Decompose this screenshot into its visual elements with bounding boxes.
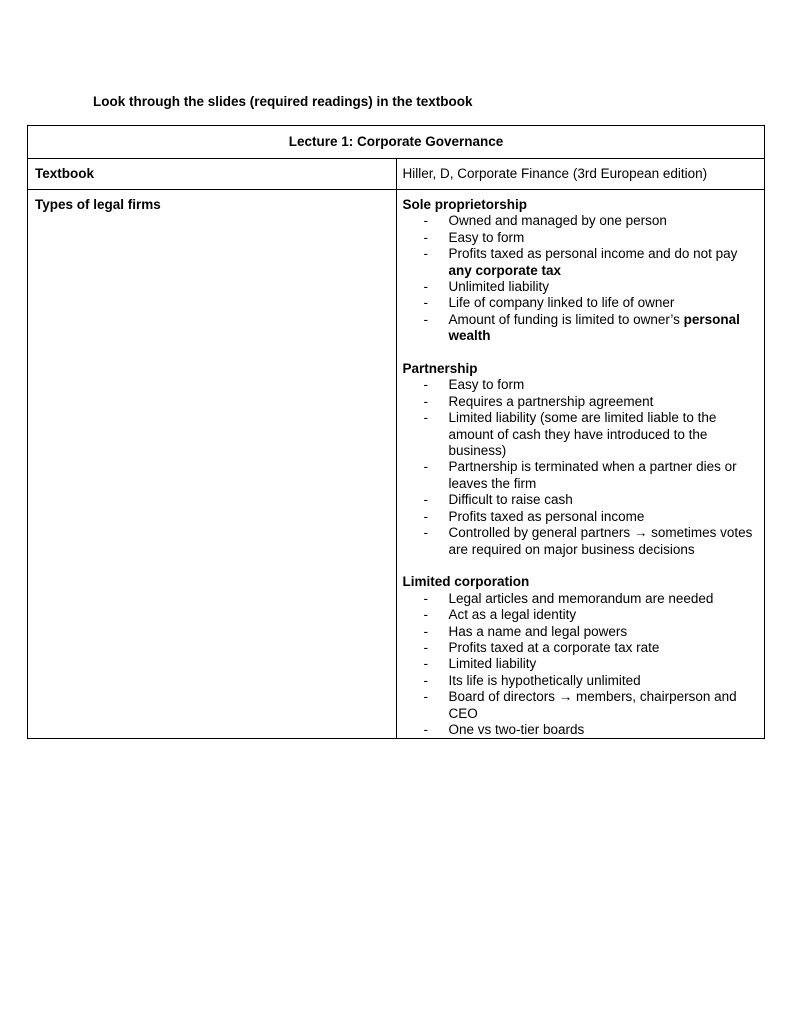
list-item [403,492,765,508]
list-item-text: Life of company linked to life of owner [448,295,675,311]
dash-bullet-icon: - [423,508,428,524]
dash-bullet-icon: - [423,590,428,606]
firm-types-sections [403,197,765,738]
dash-bullet-icon: - [423,639,428,655]
list-item [403,230,765,246]
list-item [403,377,765,393]
list-item [403,246,765,279]
table-title: Lecture 1: Corporate Governance [28,126,765,159]
list-item-text: Amount of funding is limited to owner’s [448,311,684,327]
dash-bullet-icon: - [423,213,428,229]
dash-bullet-icon: - [423,525,428,541]
list-item [403,722,765,738]
list-item-text: Its life is hypothetically unlimited [448,672,641,688]
bullet-list [403,377,765,557]
types-label: Types of legal firms [35,197,161,212]
textbook-label-cell [28,159,397,190]
list-item-text: Has a name and legal powers [448,623,628,639]
firm-type-section [403,574,765,738]
types-label-cell [28,190,397,739]
list-item-text: Controlled by general partners → sometimes votes are required on major business decisions [448,525,753,557]
section-heading: Sole proprietorship [402,197,528,212]
table-row-types [28,190,765,739]
list-item-text: Profits taxed as personal income [448,508,645,524]
dash-bullet-icon: - [423,295,428,311]
list-item [403,525,765,558]
list-item [403,607,765,623]
list-item-text: Limited liability (some are limited liable to the amount of cash they have introduced to the business) [448,410,717,459]
dash-bullet-icon: - [423,393,428,409]
bullet-list [403,591,765,739]
dash-bullet-icon: - [423,311,428,327]
list-item [403,509,765,525]
list-item-text: One vs two-tier boards [448,721,585,737]
list-item-emphasis: any corporate tax [448,262,562,278]
list-item [403,312,765,345]
list-item-emphasis: personal wealth [448,311,740,344]
section-heading: Limited corporation [402,574,530,590]
list-item [403,394,765,410]
dash-bullet-icon: - [423,656,428,672]
list-item [403,279,765,295]
list-item-text: Easy to form [448,377,525,393]
list-item-text: Easy to form [448,229,525,245]
list-item-text: Act as a legal identity [448,607,577,623]
list-item [403,673,765,689]
dash-bullet-icon: - [423,623,428,639]
list-item [403,213,765,229]
list-item [403,689,765,722]
dash-bullet-icon: - [423,246,428,262]
list-item [403,591,765,607]
list-item-text: Limited liability [448,656,537,672]
dash-bullet-icon: - [423,689,428,705]
list-item-text: Legal articles and memorandum are needed [448,590,714,606]
list-item [403,624,765,640]
list-item-text: Partnership is terminated when a partner dies or leaves the firm [448,459,737,491]
dash-bullet-icon: - [423,377,428,393]
list-item-text: Profits taxed at a corporate tax rate [448,639,660,655]
list-item [403,410,765,459]
list-item-text: Owned and managed by one person [448,213,667,229]
textbook-value: Hiller, D, Corporate Finance (3rd European edition) [402,166,708,181]
table-title-row [28,126,765,159]
list-item [403,640,765,656]
list-item-text: Unlimited liability [448,279,550,295]
dash-bullet-icon: - [423,721,428,737]
dash-bullet-icon: - [423,459,428,475]
list-item [403,459,765,492]
dash-bullet-icon: - [423,672,428,688]
section-heading: Partnership [402,361,478,377]
textbook-value-cell [396,159,765,190]
dash-bullet-icon: - [423,410,428,426]
firm-type-section [403,197,765,345]
dash-bullet-icon: - [423,279,428,295]
list-item [403,656,765,672]
firm-type-section [403,361,765,558]
list-item-text: Board of directors → members, chairperson and CEO [448,689,737,721]
table-row-textbook [28,159,765,190]
list-item [403,295,765,311]
dash-bullet-icon: - [423,607,428,623]
dash-bullet-icon: - [423,492,428,508]
types-content-cell [396,190,765,739]
list-item-text: Requires a partnership agreement [448,393,654,409]
intro-instruction: Look through the slides (required readings) in the textbook [93,94,473,109]
textbook-label: Textbook [35,166,95,181]
list-item-text: Difficult to raise cash [448,492,573,508]
dash-bullet-icon: - [423,229,428,245]
list-item-text: Profits taxed as personal income and do not pay [448,246,738,262]
bullet-list [403,213,765,344]
lecture-notes-table [27,125,765,739]
